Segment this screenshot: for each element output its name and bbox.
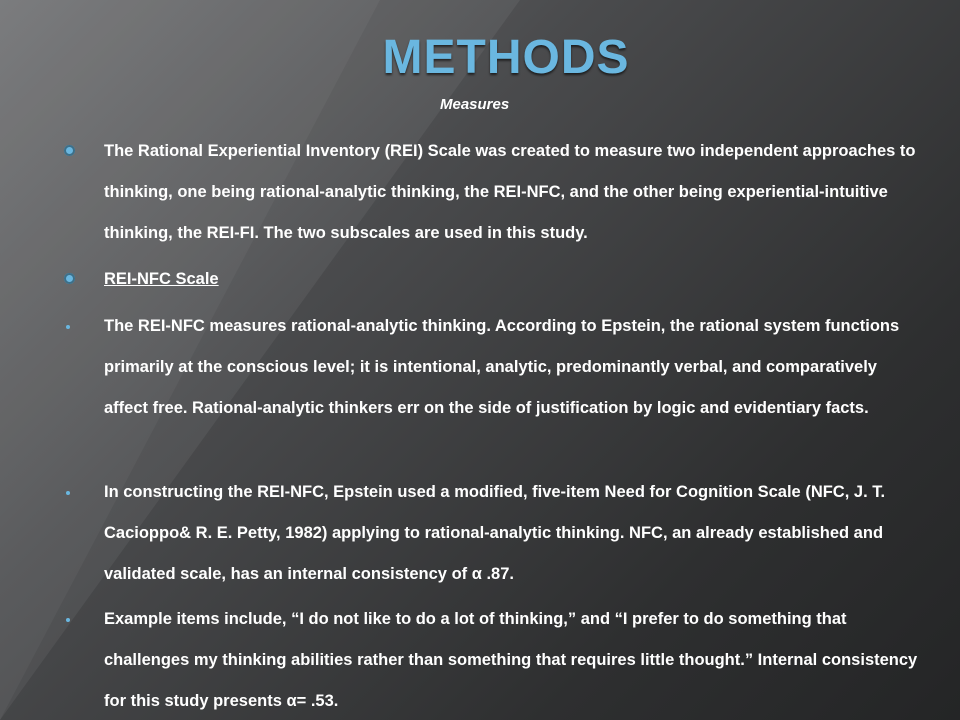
list-item: [64, 306, 924, 429]
item-heading: REI-NFC Scale: [104, 270, 219, 288]
disc-icon: [64, 273, 75, 284]
dot-icon: [66, 491, 70, 495]
list-item: [64, 131, 924, 254]
item-text: Example items include, “I do not like to do a lot of thinking,” and “I prefer to do something that challenges my thinking abilities rather than something that requires little thought.” Internal consistency for this study presents α= .53.: [104, 610, 918, 710]
item-text: The REI-NFC measures rational-analytic thinking. According to Epstein, the rational system functions primarily at the conscious level; it is intentional, analytic, predominantly verbal, and comparatively affect free. Rational-analytic thinkers err on the side of justification by logic and evidentiary facts.: [104, 317, 900, 417]
item-text: The Rational Experiential Inventory (REI) Scale was created to measure two independent approaches to thinking, one being rational-analytic thinking, the REI-NFC, and the other being experiential-intuitive thinking, the REI-FI. The two subscales are used in this study.: [104, 142, 916, 242]
dot-icon: [66, 325, 70, 329]
list-item: [64, 259, 924, 300]
disc-icon: [64, 145, 75, 156]
slide-title: METHODS: [382, 31, 630, 84]
list-item: [64, 599, 924, 720]
list-item: [64, 472, 924, 595]
item-text: In constructing the REI-NFC, Epstein used a modified, five-item Need for Cognition Scale (NFC, J. T. Cacioppo& R. E. Petty, 1982) applying to rational-analytic thinking. NFC, an already established and validated scale, has an internal consistency of α .87.: [104, 483, 886, 583]
section-subheading: Measures: [440, 96, 510, 113]
dot-icon: [66, 618, 70, 622]
